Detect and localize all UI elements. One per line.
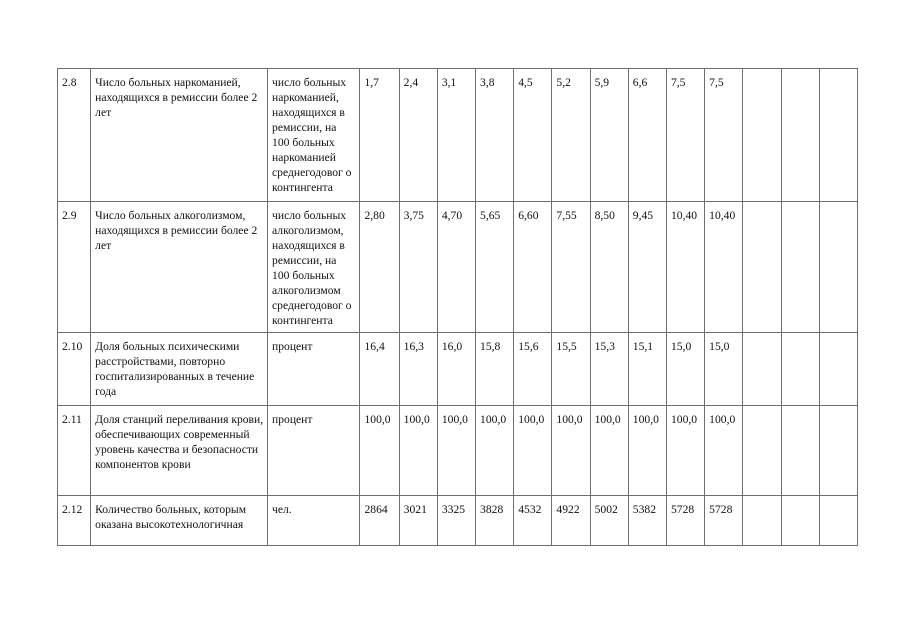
value-cell: 5,2 [552,69,590,202]
value-cell [819,496,857,546]
value-cell: 7,5 [705,69,743,202]
value-cell: 15,5 [552,333,590,406]
value-cell: 15,0 [666,333,704,406]
value-cell [781,333,819,406]
value-cell [781,406,819,496]
value-cell: 3,8 [476,69,514,202]
value-cell: 2,80 [360,202,399,333]
value-cell: 2,4 [399,69,437,202]
value-cell: 6,6 [628,69,666,202]
indicator-name-cell: Доля станций переливания крови, обеспечивающих современный уровень качества и безопасности компонентов крови [91,406,268,496]
value-cell [743,333,781,406]
unit-cell: процент [268,406,360,496]
value-cell: 3021 [399,496,437,546]
value-cell: 100,0 [514,406,552,496]
value-cell: 10,40 [705,202,743,333]
value-cell [781,69,819,202]
value-cell: 16,0 [437,333,475,406]
value-cell: 3325 [437,496,475,546]
indicator-name-cell: Число больных алкоголизмом, находящихся в ремиссии более 2 лет [91,202,268,333]
value-cell: 100,0 [666,406,704,496]
value-cell [743,202,781,333]
value-cell: 5,9 [590,69,628,202]
indicators-table [57,68,858,546]
value-cell: 4532 [514,496,552,546]
value-cell: 16,3 [399,333,437,406]
value-cell: 10,40 [666,202,704,333]
value-cell: 7,5 [666,69,704,202]
value-cell: 100,0 [552,406,590,496]
value-cell [743,69,781,202]
value-cell: 7,55 [552,202,590,333]
value-cell: 4,5 [514,69,552,202]
row-number-cell: 2.12 [58,496,91,546]
value-cell: 16,4 [360,333,399,406]
value-cell: 4,70 [437,202,475,333]
value-cell: 3,1 [437,69,475,202]
row-number-cell: 2.8 [58,69,91,202]
value-cell: 100,0 [399,406,437,496]
value-cell: 100,0 [590,406,628,496]
value-cell: 100,0 [360,406,399,496]
value-cell [819,202,857,333]
value-cell: 5728 [705,496,743,546]
row-number-cell: 2.9 [58,202,91,333]
value-cell: 5382 [628,496,666,546]
value-cell: 100,0 [628,406,666,496]
table-row [58,406,858,496]
value-cell [819,406,857,496]
value-cell: 1,7 [360,69,399,202]
value-cell [819,69,857,202]
value-cell [781,496,819,546]
value-cell: 3,75 [399,202,437,333]
value-cell [819,333,857,406]
value-cell: 3828 [476,496,514,546]
value-cell [743,406,781,496]
table-row [58,202,858,333]
table-row [58,333,858,406]
value-cell: 4922 [552,496,590,546]
value-cell [743,496,781,546]
table-body [58,69,858,546]
table-row [58,496,858,546]
value-cell: 15,3 [590,333,628,406]
unit-cell: процент [268,333,360,406]
value-cell: 15,8 [476,333,514,406]
unit-cell: число больных алкоголизмом, находящихся в ремиссии, на 100 больных алкоголизмом среднегодовог о контингента [268,202,360,333]
value-cell [781,202,819,333]
indicator-name-cell: Доля больных психическими расстройствами, повторно госпитализированных в течение года [91,333,268,406]
unit-cell: чел. [268,496,360,546]
value-cell: 15,0 [705,333,743,406]
unit-cell: число больных наркоманией, находящихся в ремиссии, на 100 больных наркоманией среднегодовог о контингента [268,69,360,202]
value-cell: 5002 [590,496,628,546]
value-cell: 100,0 [437,406,475,496]
row-number-cell: 2.11 [58,406,91,496]
value-cell: 9,45 [628,202,666,333]
table-row [58,69,858,202]
value-cell: 15,1 [628,333,666,406]
value-cell: 100,0 [705,406,743,496]
value-cell: 100,0 [476,406,514,496]
indicator-name-cell: Число больных наркоманией, находящихся в ремиссии более 2 лет [91,69,268,202]
value-cell: 2864 [360,496,399,546]
value-cell: 8,50 [590,202,628,333]
indicator-name-cell: Количество больных, которым оказана высокотехнологичная [91,496,268,546]
value-cell: 15,6 [514,333,552,406]
value-cell: 5728 [666,496,704,546]
row-number-cell: 2.10 [58,333,91,406]
value-cell: 6,60 [514,202,552,333]
value-cell: 5,65 [476,202,514,333]
